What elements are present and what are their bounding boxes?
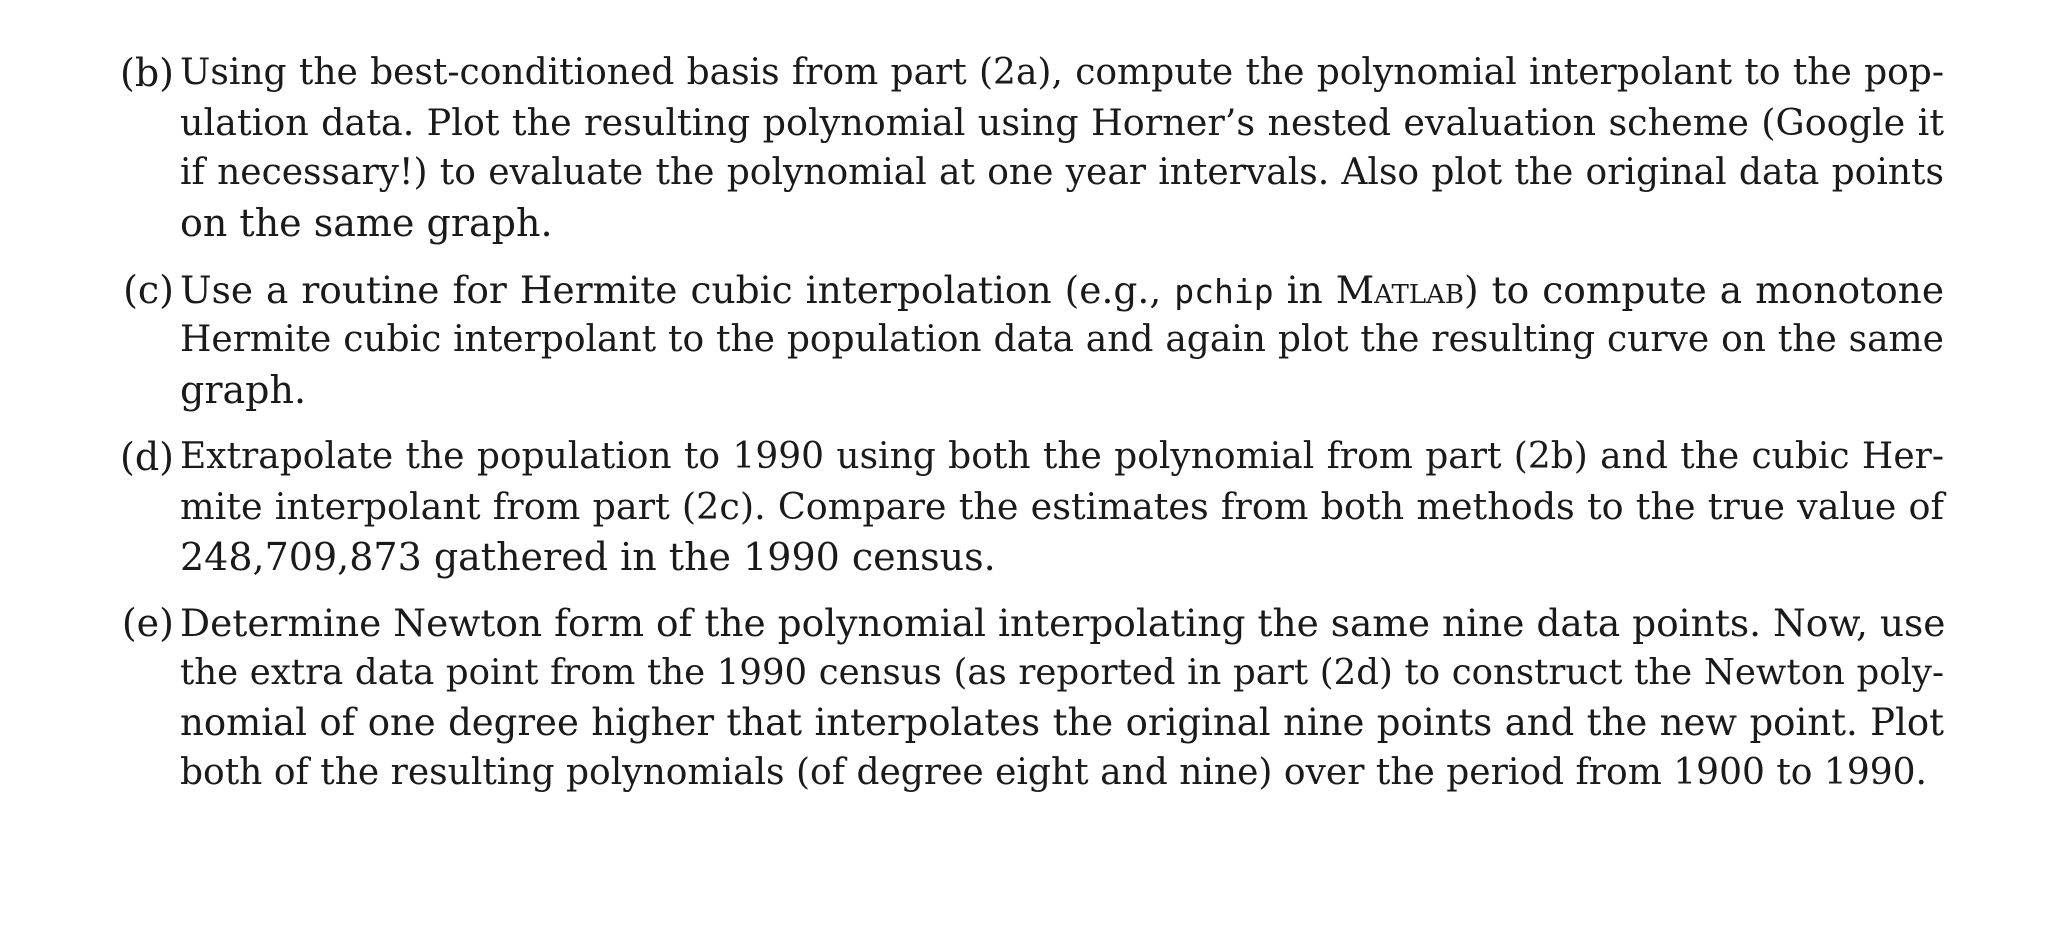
item-marker: (e)	[121, 601, 174, 645]
code-term: pchip	[1174, 272, 1274, 311]
item-line: nomial of one degree higher that interpolates the original nine points and the new point. Plot	[180, 701, 1944, 744]
list-item-d	[104, 432, 1944, 582]
item-line: on the same graph.	[180, 201, 553, 245]
item-text: Use a routine for Hermite cubic interpolation (e.g.,	[180, 268, 1162, 312]
item-line	[180, 265, 1944, 317]
item-marker: (d)	[120, 435, 174, 479]
item-line: Determine Newton form of the polynomial interpolating the same nine data points. Now, use	[180, 601, 1946, 645]
item-line: the extra data point from the 1990 census (as reported in part (2d) to construct the Newton poly-	[180, 652, 1944, 693]
software-name: Matlab	[1335, 268, 1464, 312]
item-line: Hermite cubic interpolant to the population data and again plot the resulting curve on the same	[180, 319, 1944, 360]
item-text: ) to compute a monotone	[1463, 268, 1945, 312]
item-line: both of the resulting polynomials (of degree eight and nine) over the period from 1900 to 1990.	[180, 752, 1927, 793]
item-line: 248,709,873 gathered in the 1990 census.	[180, 535, 996, 579]
item-marker: (b)	[120, 51, 174, 95]
item-line: Extrapolate the population to 1990 using both the polynomial from part (2b) and the cubic Her-	[180, 436, 1944, 477]
list-item-c	[104, 265, 1944, 415]
item-line: Using the best-conditioned basis from part (2a), compute the polynomial interpolant to the pop-	[180, 52, 1944, 93]
item-text: in	[1286, 268, 1323, 312]
item-line: mite interpolant from part (2c). Compare the estimates from both methods to the true value of	[180, 485, 1944, 528]
list-item-b	[104, 48, 1944, 248]
item-line: if necessary!) to evaluate the polynomial at one year intervals. Also plot the original data points	[180, 152, 1944, 193]
list-item-e	[104, 598, 1944, 798]
item-marker: (c)	[123, 268, 174, 312]
item-line: ulation data. Plot the resulting polynomial using Horner’s nested evaluation scheme (Google it	[180, 101, 1944, 144]
item-line: graph.	[180, 368, 307, 412]
